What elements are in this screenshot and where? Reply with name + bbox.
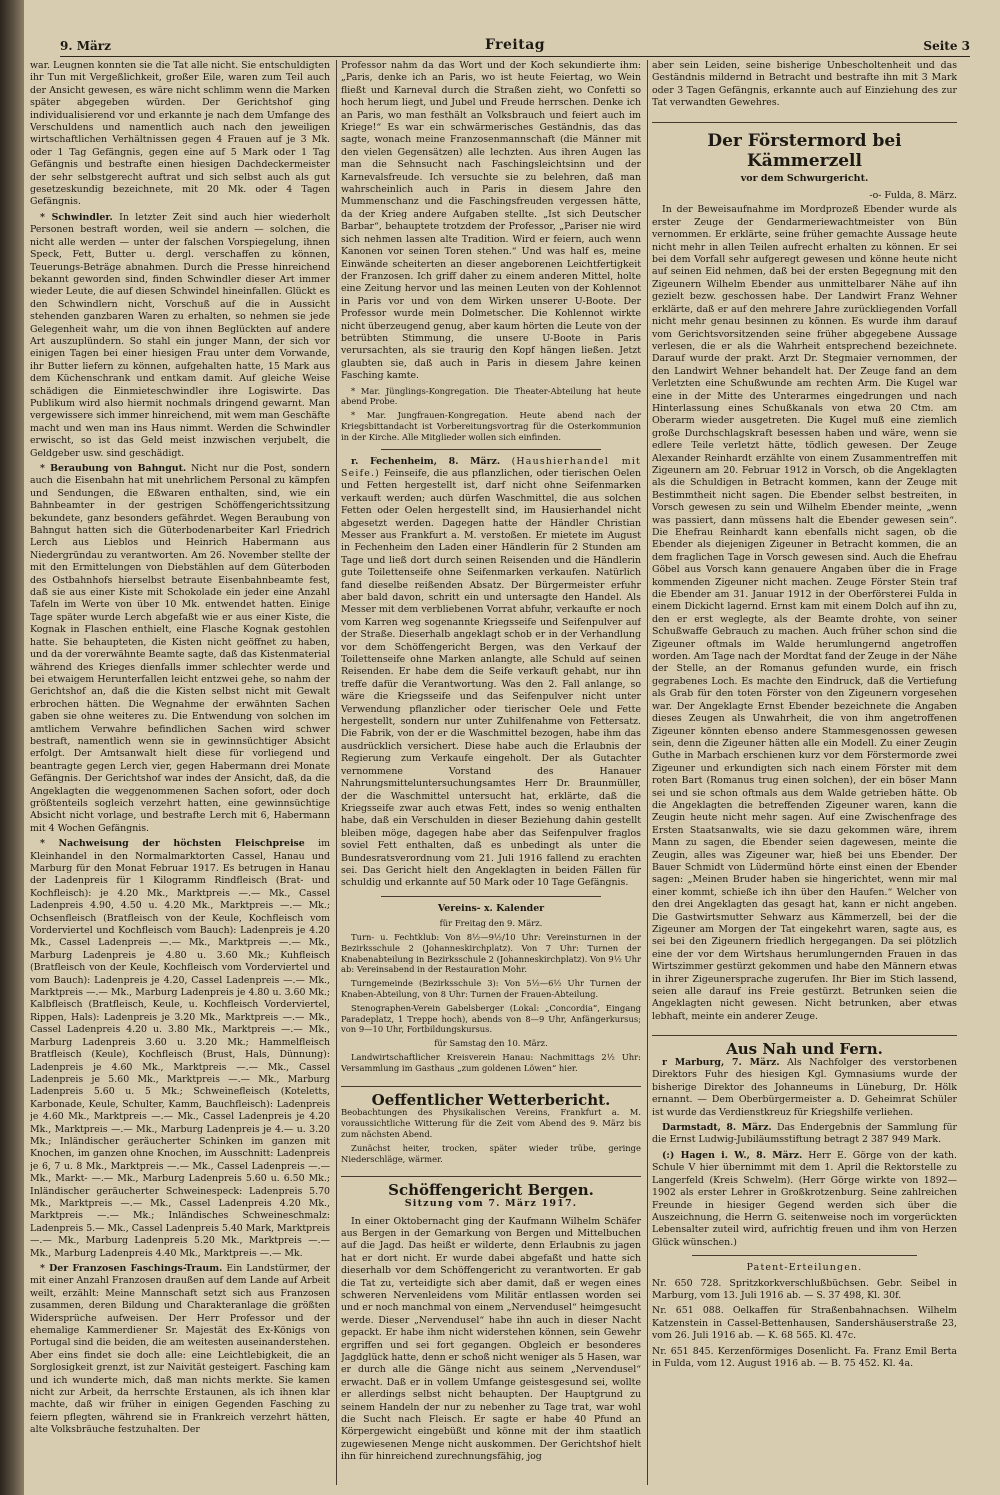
column-1	[30, 60, 330, 1485]
column-3	[652, 60, 957, 1485]
foerstermord-dateline: -o- Fulda, 8. März.	[869, 190, 957, 202]
news-hagen: (:) Hagen i. W., 8. März. Herr E. Görge von der kath. Schule V hier übernimmt mit dem 1. April die Rektorstelle zu Langerfeld (Kreis Schwelm). (Herr Görge wirkte von 1892—1902 als erster Lehrer in Großkrotzenburg. Seine zahlreichen Freunde in hiesiger Gegend werden sich über die Auszeichnung, die Herrn G. seitenweise noch im vorgerückten Lebensalter zuteil wird, aufrichtig freuen und ihm von Herzen Glück wünschen.)	[652, 1149, 957, 1248]
column-rule	[647, 60, 648, 1485]
patent-title: Patent-Erteilungen.	[746, 1262, 863, 1274]
patent-list	[652, 1278, 957, 1371]
heading-nah-und-fern: Aus Nah und Fern.	[652, 1035, 957, 1055]
header-masthead: Freitag	[484, 37, 546, 53]
patent-entry: Nr. 651 845. Kerzenförmiges Dosenlicht. Fa. Franz Emil Berta in Fulda, vom 12. August 1916 ab. — B. 75 452. Kl. 4a.	[652, 1345, 957, 1369]
patent-entry: Nr. 650 728. Spritzkorkverschlußbüchsen. Gebr. Seibel in Marburg, vom 13. Juli 1916 ab. — S. 37 498, Kl. 30f.	[652, 1277, 957, 1301]
patent-entry: Nr. 651 088. Oelkaffen für Straßenbahnachsen. Wilhelm Katzenstein in Cassel-Bettenhausen, Sandershäuserstraße 23, vom 26. Juli 1916 ab. — K. 68 565. Kl. 47c.	[652, 1305, 957, 1342]
column-2	[341, 60, 641, 1485]
header-date: 9. März	[60, 39, 111, 53]
article-faschingstraum: * Der Franzosen Faschings-Traum. Ein Landstürmer, der mit einer Anzahl Franzosen draußen auf dem Lande auf Arbeit weilt, erzählt: Meine Mannschaft setzt sich aus Franzosen zusammen, deren Bildung und Charakteranlage die größten Widersprüche aufweisen. Der Herr Professor und der ehemalige Kammerdiener Sr. Majestät des Ex-Königs von Portugal sind die beiden, die am weitesten auseinanderstehen. Aber eins findet sie doch alle: eine Leichtlebigkeit, die an Sorglosigkeit grenzt, ist zur Naivität gesteigert. Fasching kam und ich wunderte mich, daß man nichts merkte. Sie kamen nicht zur Arbeit, da herrschte Erstaunen, als ich ihnen klar machte, daß wir früher in einigen Gegenden Fasching zu feiern pflegten, während sie in Frankreich verzehrt hätten, alte Volksbräuche festzuhalten. Der	[30, 1263, 330, 1436]
heading-wetterbericht: Oeffentlicher Wetterbericht.	[341, 1086, 641, 1106]
article-paragraph: Professor nahm da das Wort und der Koch sekundierte ihm: „Paris, denke ich an Paris, wo ist heute Feiertag, wo Wein fließt und Karneval durch die Straßen zieht, wo Confetti so hoch herum liegt, und Jubel und Freude herrschen. Denke ich an Paris, wo man festhält an Volksbrauch und feiert auch im Kriege!“ Es war ein schwärmerisches Geständnis, das das sagte, wonach meine Franzosenmannschaft (die Männer mit den vielen Gegensätzen) alle lechzten. Aus ihren Augen las man die Sehnsucht nach Faschingsleichtsinn und der Karnevalsfreude. Ich versuchte sie zu belehren, daß man wahrscheinlich auch in Paris in diesem Jahre den Mummenschanz und die Faschingsfreuden vergessen hätte, da der Krieg andere Aufgaben stellte. „Ist sich Deutscher Barbar“, behauptete trotzdem der Professor, „Pariser nie wird sich nehmen lassen alte Tradition. Wird er feiern, auch wenn Kanonen vor seinen Toren stehen.“ Und was half es, meine Einwände scheiterten an dieser angeborenen Leichtfertigkeit der Franzosen. Ich griff daher zu einem anderen Mittel, holte eine Zeitung hervor und las meinen Leuten von der Kohlennot in Paris vor und von dem Wirken unserer U-Boote. Der Professor wurde mein Dolmetscher. Die Kohlennot wirkte nicht überzeugend genug, aber kaum hörten die Leute von der betrübten Stimmung, die unsere U-Boote in Paris verursachten, als sie traurig den Kopf hängen ließen. Jetzt glaubten sie, daß auch in Paris in diesem Jahre keinen Fasching kamte.	[341, 60, 641, 382]
wetter-source: Beobachtungen des Physikalischen Vereins, Frankfurt a. M. voraussichtliche Witterung für die Zeit vom Abend des 9. März bis zum nächsten Abend.	[341, 1107, 641, 1139]
heading-foerstermord: Der Förstermord bei Kämmerzell	[652, 122, 957, 171]
article-schwindler: * Schwindler. In letzter Zeit sind auch hier wiederholt Personen bestraft worden, weil sie andern — solchen, die nicht alle werden — unter der falschen Vorspiegelung, ihnen Speck, Fett, Butter u. dergl. verschaffen zu können, Teuerungs-Beträge abnahmen. Durch die Presse hinreichend bekannt geworden sind, finden Schwindler dieser Art immer wieder Leute, die auf diesen Schwindel hineinfallen. Glückt es den Schwindlern nicht, Vorschuß auf die in Aussicht stehenden ganzbaren Waren zu erhalten, so nehmen sie jede Gelegenheit wahr, um die von ihnen Beglückten auf andere Art auszuplündern. So stahl ein junger Mann, der sich vor einigen Tagen bei einer hiesigen Frau unter dem Vorwande, ihr Butter liefern zu können, aufgehalten hatte, 15 Mark aus dem Küchenschrank und entkam damit. Auf gleiche Weise schädigen die Einmieteschwindler ihre Logiswirte. Das Publikum wird also hiermit nochmals dringend gewarnt. Man vergewissere sich immer hinreichend, mit wem man Geschäfte macht und wen man ins Haus nimmt. Werden die Schwindler erwischt, so ist das Geld meist inzwischen verjubelt, die Geldgeber usw. sind geschädigt.	[30, 211, 330, 459]
wetter-forecast: Zunächst heiter, trocken, später wieder trübe, geringe Niederschläge, wärmer.	[341, 1142, 641, 1164]
kalender-entry: Turngemeinde (Bezirksschule 3): Von 5½—6½ Uhr Turnen der Knaben-Abteilung, von 8 Uhr: Turnen der Frauen-Abteilung.	[341, 978, 641, 999]
page-header	[60, 36, 970, 57]
schoeffengericht-subtitle: Sitzung vom 7. März 1917.	[404, 1198, 578, 1210]
separator	[692, 1255, 917, 1256]
article-paragraph: war. Leugnen konnten sie die Tat alle nicht. Sie entschuldigten ihr Tun mit Vergeßlichkeit, großer Eile, waren zum Teil auch der Ansicht gewesen, es wäre nicht schlimm wenn die Marken später abgegeben würden. Der Gerichtshof ging individualisierend vor und erkannte je nach dem Umfange des Verschuldens und namentlich auch nach den jeweiligen wirtschaftlichen Verhältnissen gegen 4 Frauen auf je 3 Mk. oder 1 Tag Gefängnis, gegen eine auf 5 Mark oder 1 Tag Gefängnis und bestrafte einen hiesigen Dachdeckermeister der sehr selbstgerecht auftrat und sich selbst auch als gut gesetzeskundig bezeichnete, mit 20 Mk. oder 4 Tagen Gefängnis.	[30, 60, 330, 208]
kalender-subtitle: für Freitag den 9. März.	[439, 918, 543, 929]
article-fleischpreise: * Nachweisung der höchsten Fleischpreise im Kleinhandel in den Normalmarktorten Cassel, Hanau und Marburg für den Monat Februar 1917. Es betrugen in Hanau der Ladenpreis für 1 Kilogramm Rindfleisch (Brat- und Kochfleisch): je 4.20 Mk., Marktpreis —.— Mk., Cassel Ladenpreis 4.90, 4.50 u. 4.20 Mk., Marktpreis —.— Mk.; Ochsenfleisch (Bratfleisch von der Keule, Kochfleisch vom Vorderviertel und Kochfleisch vom Bauch): Ladenpreis je 4.20 Mk., Cassel Ladenpreis —.— Mk., Marktpreis —.— Mk., Marburg Ladenpreis je 4.80 u. 3.60 Mk.; Kuhfleisch (Bratfleisch von der Keule, Kochfleisch vom Vorderviertel und vom Bauch): Ladenpreis je 4.20, Cassel Ladenpreis —.— Mk., Marktpreis —.— Mk., Marburg Ladenpreis je 4.80 u. 3.60 Mk.; Kalbfleisch (Bratfleisch, Keule, u. Kochfleisch Vorderviertel, Rippen, Hals): Ladenpreis je 3.20 Mk., Marktpreis —.— Mk., Cassel Ladenpreis 4.20 u. 3.80 Mk., Marktpreis —.— Mk., Marburg Ladenpreis 3.60 u. 3.20 Mk.; Hammelfleisch Bratfleisch (Keule), Kochfleisch (Brust, Hals, Dünnung): Ladenpreis je 4.60 Mk., Marktpreis —.— Mk., Cassel Ladenpreis je 5.60 Mk., Marktpreis —.— Mk., Marburg Ladenpreis 5.60 u. 5 Mk.; Schweinefleisch (Koteletts, Karbonade, Keule, Schulter, Kamm, Bauchfleisch): Ladenpreis je 4.60 Mk., Marktpreis —.— Mk., Cassel Ladenpreis je 4.20 Mk., Marktpreis —.— Mk., Marburg Ladenpreis je 4.— u. 3.20 Mk.; Inländischer geräucherter Schinken im ganzen mit Knochen, im ganzen ohne Knochen, im Ausschnitt: Ladenpreis je 6, 7 u. 8 Mk., Marktpreis —.— Mk., Cassel Ladenpreis —.— Mk., Markt- —.— Mk., Marburg Ladenpreis 5.60 u. 6.50 Mk.; Inländischer geräucherter Schweinespeck: Ladenpreis 5.70 Mk., Marktpreis —.— Mk., Cassel Ladenpreis 4.20 Mk., Marktpreis —.— Mk.; Inländisches Schweineschmalz: Ladenpreis 5.— Mk., Cassel Ladenpreis 5.40 Mark, Marktpreis —.— Mk., Marburg Ladenpreis 5.20 Mk., Marktpreis —.— Mk., Marburg Ladenpreis 4.40 Mk., Marktpreis —.— Mk.	[30, 838, 330, 1259]
kalender-entry: Landwirtschaftlicher Kreisverein Hanau: Nachmittags 2½ Uhr: Versammlung im Gasthaus „zum goldenen Löwen“ hier.	[341, 1051, 641, 1073]
foerstermord-subtitle: vor dem Schwurgericht.	[740, 172, 869, 184]
kalender-entry: Turn- u. Fechtklub: Von 8½—9½/10 Uhr: Vereinsturnen in der Bezirksschule 2 (Johanneskirchplatz). Von 7 Uhr: Turnen der Knabenabteilung in Bezirksschule 2 (Johanneskirchplatz). Von 9½ Uhr ab: Vereinsabend in der Restauration Mohr.	[341, 931, 641, 975]
news-darmstadt: Darmstadt, 8. März. Das Endergebnis der Sammlung für die Ernst Ludwig-Jubiläumsstiftung betragt 2 387 949 Mark.	[652, 1122, 957, 1146]
kalender-title: Vereins- x. Kalender	[437, 902, 545, 914]
article-schoeffengericht: In einer Oktobernacht ging der Kaufmann Wilhelm Schäfer aus Bergen in der Gemarkung von Bergen und Mittelbuchen auf die Jagd. Das heißt er wilderte, denn Erlaubnis zu jagen hat er dort nicht. Er wurde dabei abgefaßt und hatte sich dieserhalb vor dem Schöffengericht zu verantworten. Er gab die Tat zu, verteidigte sich aber damit, daß er wegen eines schweren Nervenleidens vom Militär entlassen worden sei und er noch manchmal von einem „Nervendusel“ heimgesucht werde. Dieser „Nervendusel“ habe ihn auch in dieser Nacht gepackt. Er habe ihm nicht widerstehen können, sein Gewehr ergriffen und sei fort gegangen. Obgleich er besonderes Jagdglück hatte, denn er schoß nicht weniger als 5 Hasen, war er durch alle die Gänge nicht aus seinem „Nervendusel“ erwacht. Daß er in vollem Umfange geistesgesund sei, wollte er allerdings selbst nicht behaupten. Der Hauptgrund zu seinem Handeln der nur zu nebenher zu Tage trat, war wohl die Sucht nach Fleisch. Er sagte er habe 40 Pfund an Körpergewicht eingebüßt und könne mit der ihm staatlich zugewiesenen Menge nicht auskommen. Der Gerichtshof hielt ihn für hinreichend zurechnungsfähig, jog	[341, 1215, 641, 1463]
heading-schoeffengericht: Schöffengericht Bergen.	[341, 1176, 641, 1196]
article-fechenheim: r. Fechenheim, 8. März. (Haushierhandel mit Seife.) Feinseife, die aus pflanzlichen, oder tierischen Oelen und Fetten hergestellt ist, darf nicht ohne Seifenmarken verkauft werden; auch dürfen Waschmittel, die aus solchen Fetten oder Oelen hergestellt sind, im Hausierhandel nicht abgesetzt werden. Dagegen hatte der Händler Christian Messer aus Frankfurt a. M. verstoßen. Er mietete im August in Fechenheim den Laden einer Händlerin für 2 Stunden am Tage und ließ dort durch seinen Reisenden und die Händlerin gute Toilettenseife ohne Seifenmarken verkaufen. Natürlich fand dieselbe reißenden Absatz. Der Bürgermeister erfuhr aber bald davon, schritt ein und untersagte den Handel. Als Messer mit dem verbliebenen Vorrat abfuhr, verkaufte er noch vom Karren weg sogenannte Kriegsseife und Seifenpulver auf der Straße. Dieserhalb angeklagt schob er in der Verhandlung vor dem Schöffengericht Bergen, was den Verkauf der Toilettenseife ohne Marken anlangte, alle Schuld auf seinen Reisenden. Er habe dem die Seife verkauft gehabt, nur ihn treffe dafür die Verantwortung. Was den 2. Fall anlange, so wäre die Kriegsseife und das Seifenpulver nicht unter Verwendung pflanzlicher oder tierischer Oele und Fette hergestellt, sondern nur unter Zuhilfenahme von Fettersatz. Die Fabrik, von der er die Waschmittel bezogen, habe ihm das ausdrücklich versichert. Diese habe auch die Erlaubnis der Regierung zum Verkaufe eingeholt. Der als Gutachter vernommene Vorstand des Hanauer Nahrungsmitteluntersuchungsamtes Herr Dr. Braunmüller, der die Waschmittel untersucht hat, erklärte, daß die Kriegsseife zwar auch etwas Fett, indes so wenig enthalten habe, daß ein Verschulden in dieser Beziehung dahin gestellt bleiben möge, dagegen habe aber das Seifenpulver fraglos soviel Fett enthalten, daß es unbedingt als unter die Bundesratsverordnung vom 21. Juli 1916 fallend zu erachten sei. Das Gericht hielt den Angeklagten in beiden Fällen für schuldig und erkannte auf 50 Mark oder 10 Tage Gefängnis.	[341, 455, 641, 889]
column-rule	[336, 60, 337, 1485]
news-marburg: r Marburg, 7. März. Als Nachfolger des verstorbenen Direktors Fuhr des hiesigen Kgl. Gymnasiums wurde der bisherige Direktor des Johanneums in Lüneburg, Dr. Hölk ernannt. — Dem Oberbürgermeister a. D. Geheimrat Schüler ist wurde das Verdienstkreuz für Kriegshilfe verliehen.	[652, 1057, 957, 1118]
article-bahngut: * Beraubung von Bahngut. Nicht nur die Post, sondern auch die Eisenbahn hat mit unehrlichem Personal zu kämpfen und Sendungen, die Eßwaren enthalten, sind, wie ein Bahnbeamter in der gestrigen Schöffengerichtssitzung bekundete, ganz besonders gefährdet. Wegen Beraubung von Bahngut hatten sich die Güterbodenarbeiter Karl Friedrich Lerch aus Lieblos und Heinrich Habermann aus Niedergründau zu verantworten. Am 26. November stellte der mit den Ermittelungen von Diebstählen auf dem Güterboden des Ostbahnhofs hierselbst betraute Eisenbahnbeamte fest, daß sie aus einer Kiste mit Schokolade ein jeder eine Anzahl Tafeln im Werte von über 10 Mk. entwendet hatten. Einige Tage später wurde Lerch abgefaßt wie er aus einer Kiste, die Kognak in Flaschen enthielt, eine Flasche Kognak gestohlen hatte. Sie behaupteten, die Kisten nicht geöffnet zu haben, und da der vorerwähnte Beamte sagte, daß das Kistenmaterial während des Krieges dienfalls immer schlechter werde und bei etwaigem Herunterfallen leicht entzwei gehe, so nahm der Gerichtshof an, daß die die Kisten selbst nicht mit Gewalt erbrochen hätten. Die Wegnahme der erwähnten Sachen gaben sie ohne weiteres zu. Die Entwendung von solchen im amtlichem Verwahre befindlichen Sachen wird schwer bestraft, namentlich wenn sie in gewinnsüchtiger Absicht erfolgt. Der Amtsanwalt hielt diese für vorliegend und beantragte gegen Lerch vier, gegen Habermann drei Monate Gefängnis. Der Gerichtshof war indes der Ansicht, daß, da die Angeklagten die weggenommenen Sachen sofort, oder doch größtenteils sogleich verzehrt hatten, eine gewinnsüchtige Absicht nicht vorlage, und bestrafte Lerch mit 6, Habermann mit 4 Wochen Gefängnis.	[30, 463, 330, 834]
notice-jungfrauen: * Mar. Jungfrauen-Kongregation. Heute abend nach der Kriegsbittandacht ist Vorbereitungsvortrag für die Osterkommunion in der Kirche. Alle Mitglieder wollen sich einfinden.	[341, 410, 641, 442]
kalender-entry: Stenographen-Verein Gabelsberger (Lokal: „Concordia“, Eingang Paradeplatz, 1 Treppe hoch), abends von 8—9 Uhr, Anfängerkursus; von 9—10 Uhr, Fortbildungskursus.	[341, 1002, 641, 1035]
binding-shadow	[0, 0, 24, 1495]
kalender-subtitle: für Samstag den 10. März.	[434, 1038, 548, 1049]
article-foerstermord: In der Beweisaufnahme im Mordprozeß Ebender wurde als erster Zeuge der Gendarmeriewachtmeister von Bün vernommen. Er erklärte, seine früher gemachte Aussage heute nicht mehr in allen Teilen aufrecht erhalten zu können. Er sei bei dem Vorfall sehr aufgeregt gewesen und könne heute nicht auf seinen Eid nehmen, daß bei der ersten Begegnung mit den Zigeunern Wilhelm Ebender aus unmittelbarer Nähe auf ihn gezielt bezw. geschossen habe. Der Landwirt Franz Wehner erklärte, daß er auf den mehrere Jahre zurückliegenden Vorfall nicht mehr genau besinnen zu können. Es wurde ihm darauf vom Gerichtsvorsitzenden seine früher abgegebene Aussage verlesen, die er als die Wahrheit entsprechend bezeichnete. Darauf wurde der prakt. Arzt Dr. Stegmaier vernommen, der den Landwirt Wehner behandelt hat. Der Zeuge fand an dem Verletzten eine Schußwunde am rechten Arm. Die Kugel war eine in der Mitte des Unterarmes eingedrungen und nach Hinterlassung eines Schußkanals von etwa 20 Ctm. am Oberarm wieder ausgetreten. Die Kugel muß eine ziemlich große Durchschlagskraft besessen haben und wäre, wenn sie edlere Teile verletzt hätte, tödlich gewesen. Der Zeuge Alexander Reinhardt erzählte von einem Zusammentreffen mit Zigeunern am 20. Februar 1912 in Vorsch, ob die Angeklagten als die Schuldigen in Betracht kommen, kann der Zeuge mit Bestimmtheit nicht sagen. Die Ebender selbst bestreiten, in Vorsch gewesen zu sein und Wilhelm Ebender meinte, „wenn was passiert, dann müssens halt die Ebender gewesen sein“. Die Ehefrau Reinhardt kann ebenfalls nicht sagen, ob die Ebender als diejenigen Zigeuner in Betracht kommen, die an dem fraglichen Tage in Vorsch gewesen sind. Auch die Ehefrau Göbel aus Vorsch kann genauere Angaben über die in Frage kommenden Zigeuner nicht machen. Zeuge Förster Stein traf die Ebender am 31. Januar 1912 in der Oberförsterei Fulda in einem Dickicht lagernd. Ernst kam mit einem Dolch auf ihn zu, den er erst weglegte, als der Beamte drohte, von seiner Schußwaffe Gebrauch zu machen. Auch früher schon sind die Zigeuner oftmals im Walde herumlungernd angetroffen worden. Am Tage nach der Mordtat fand der Zeuge in der Nähe der Stelle, an der Romanus gefunden wurde, ein frisch gegrabenes Loch. Es machte den Eindruck, daß die Vertiefung als Grab für den toten Förster von den Zigeunern vorgesehen war. Der Angeklagte Ernst Ebender bezeichnete die Angaben dieses Zeugen als Unwahrheit, die von ihm angetroffenen Zigeuner könnten ebenso andere Stammesgenossen gewesen sein, denn die Zigeuner hätten alle ein Modell. Zu einer Zeugin Guthe in Marbach erschienen kurz vor dem Förstermorde zwei Zigeuner und erkundigten sich nach einem Förster mit dem roten Bart (Romanus trug einen solchen), der ein böser Mann sei und sie schon oftmals aus dem Walde getrieben hätte. Ob die Angeklagten die betreffenden Zigeuner waren, kann die Zeugin heute nicht mehr sagen. Auf eine Zwischenfrage des Ersten Staatsanwalts, wie sie dazu gekommen wäre, ihrem Mann zu sagen, die Ebender seien dagewesen, meinte die Zeugin, alles was Zigeuner war, hieß bei uns Ebender. Der Bauer Schmidt von Lüdermünd hörte einst einen der Ebender sagen: „Meinen Bruder haben sie hingerichtet, wenn mir mal einer kommt, schieße ich ihn über den Haufen.“ Welcher von den drei Angeklagten das gesagt hat, kann er nicht angeben. Die Gastwirtsmutter Sehwarz aus Kämmerzell, bei der die Zigeuner am Morgen der Tat eingekehrt waren, sagte aus, es sei bei den Zigeunern friedlich hergegangen. Da sei plötzlich eine der vor dem Wirtshaus herumlungernden Frauen in das Wirtszimmer gestürzt gekommen und habe den Männern etwas in ihrer Zigeunersprache zugerufen. Ihr Bier im Stich lassend, seien alle darauf ins Freie gestürzt. Betrunken seien die Angeklagten nicht gewesen. Nicht betrunken, aber etwas lebhaft, meinte ein anderer Zeuge.	[652, 204, 957, 1022]
header-page-number: Seite 3	[923, 39, 970, 53]
article-paragraph: aber sein Leiden, seine bisherige Unbescholtenheit und das Geständnis mildernd in Betracht und bestrafte ihn mit 3 Mark oder 3 Tagen Gefängnis, erkannte auch auf Einziehung des zur Tat verwandten Gewehres.	[652, 60, 957, 109]
notice-juenglings: * Mar. Jünglings-Kongregation. Die Theater-Abteilung hat heute abend Probe.	[341, 385, 641, 407]
separator	[381, 449, 601, 450]
separator	[381, 896, 601, 897]
